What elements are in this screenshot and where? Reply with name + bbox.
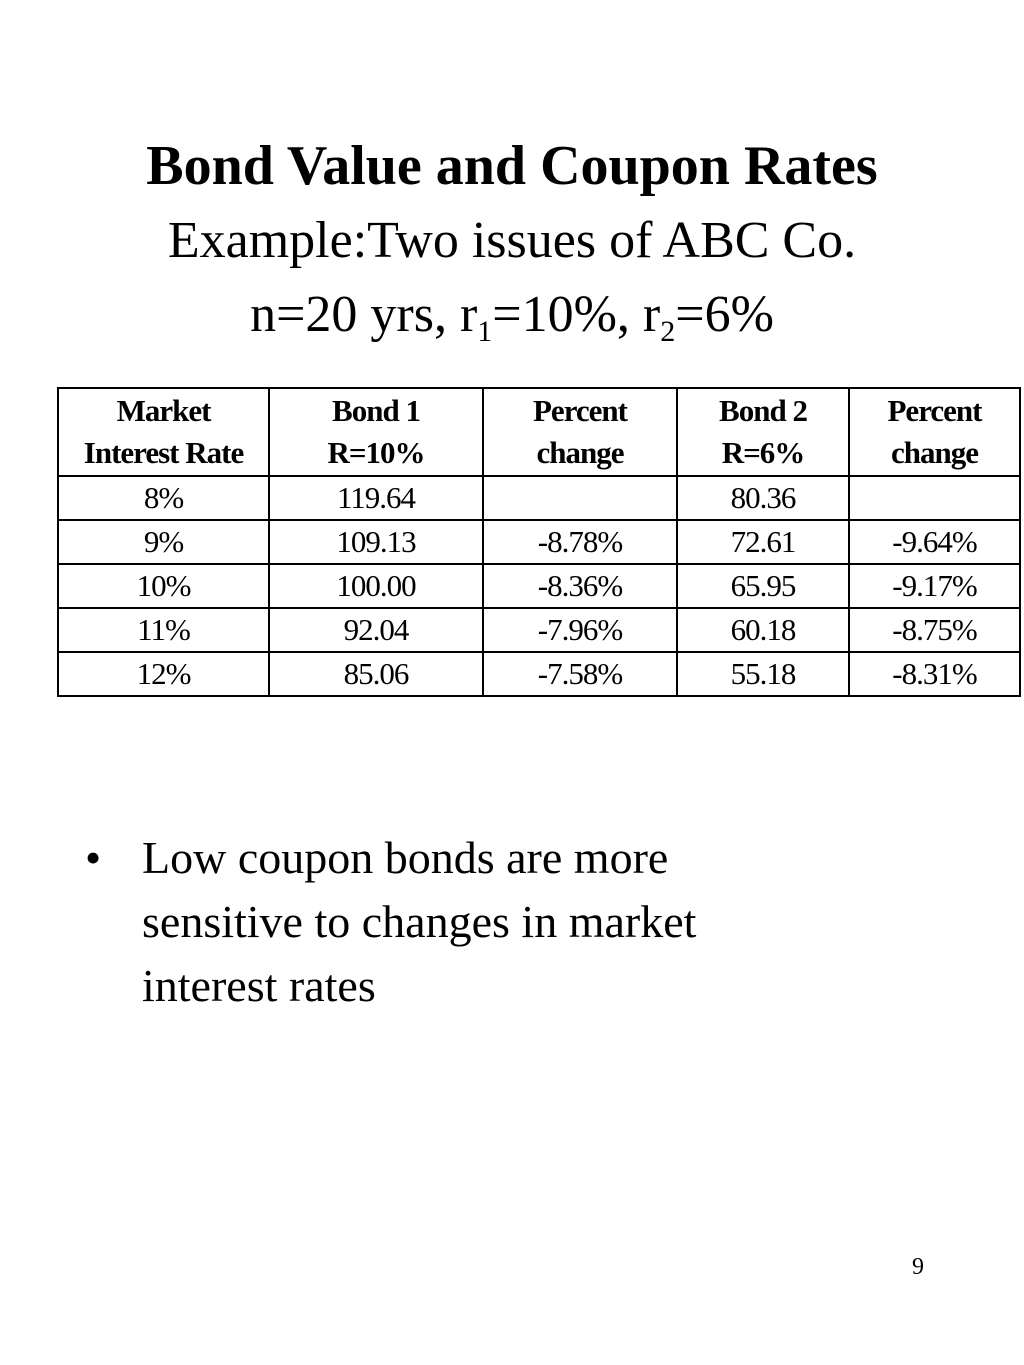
table-cell: -9.64% — [849, 520, 1020, 564]
table-cell: 11% — [58, 608, 269, 652]
table-cell: -8.78% — [483, 520, 677, 564]
table-cell: 8% — [58, 476, 269, 520]
bullet-list — [85, 826, 805, 1018]
header-line: change — [891, 435, 978, 470]
table-cell: 60.18 — [677, 608, 849, 652]
parameters-text-3: =6% — [675, 286, 774, 343]
header-percent-change-1 — [483, 388, 677, 476]
header-line: change — [536, 435, 624, 470]
header-line: R=10% — [327, 435, 425, 470]
table-cell — [483, 476, 677, 520]
header-percent-change-2 — [849, 388, 1020, 476]
table-row — [58, 564, 1020, 608]
table-cell: 109.13 — [269, 520, 483, 564]
header-line: Percent — [533, 393, 627, 428]
header-line: Percent — [887, 393, 982, 428]
table-cell: 119.64 — [269, 476, 483, 520]
table-cell: 9% — [58, 520, 269, 564]
parameters-subscript-1: 1 — [477, 315, 493, 348]
table-row — [58, 608, 1020, 652]
table-cell: -8.75% — [849, 608, 1020, 652]
table-cell — [849, 476, 1020, 520]
table-cell: -8.31% — [849, 652, 1020, 696]
parameters-subscript-2: 2 — [660, 315, 676, 348]
page-number: 9 — [912, 1254, 924, 1280]
table-cell: -7.58% — [483, 652, 677, 696]
table-cell: -8.36% — [483, 564, 677, 608]
table-cell: 65.95 — [677, 564, 849, 608]
header-bond-2 — [677, 388, 849, 476]
table-row — [58, 476, 1020, 520]
example-subtitle: Example:Two issues of ABC Co. — [167, 212, 857, 269]
table-row — [58, 652, 1020, 696]
header-line: Market — [116, 393, 211, 428]
table-cell: 55.18 — [677, 652, 849, 696]
table-header-row — [58, 388, 1020, 476]
table-cell: 92.04 — [269, 608, 483, 652]
table-cell: 12% — [58, 652, 269, 696]
bullet-text-line: interest rates — [142, 960, 376, 1011]
table-cell: 100.00 — [269, 564, 483, 608]
header-line: R=6% — [721, 435, 805, 470]
header-line: Interest Rate — [83, 435, 244, 470]
bullet-list-container — [85, 826, 805, 1018]
table-cell: 10% — [58, 564, 269, 608]
parameters-text-2: =10%, r — [492, 286, 661, 343]
bond-value-table-container — [57, 387, 1019, 695]
slide-title: Bond Value and Coupon Rates — [146, 135, 878, 197]
parameters-text-1: n=20 yrs, r — [250, 286, 478, 343]
bond-value-table — [57, 387, 1021, 697]
header-bond-1 — [269, 388, 483, 476]
bullet-text-line: Low coupon bonds are more — [142, 832, 669, 883]
header-market-interest-rate — [58, 388, 269, 476]
parameters-subtitle — [0, 284, 1024, 346]
header-line: Bond 1 — [332, 393, 420, 428]
table-cell: -7.96% — [483, 608, 677, 652]
table-cell: 85.06 — [269, 652, 483, 696]
table-cell: 72.61 — [677, 520, 849, 564]
bullet-text-line: sensitive to changes in market — [142, 896, 697, 947]
table-cell: -9.17% — [849, 564, 1020, 608]
header-line: Bond 2 — [719, 393, 807, 428]
list-item — [85, 826, 805, 1018]
bullet-marker: • — [85, 832, 102, 883]
table-cell: 80.36 — [677, 476, 849, 520]
table-row — [58, 520, 1020, 564]
